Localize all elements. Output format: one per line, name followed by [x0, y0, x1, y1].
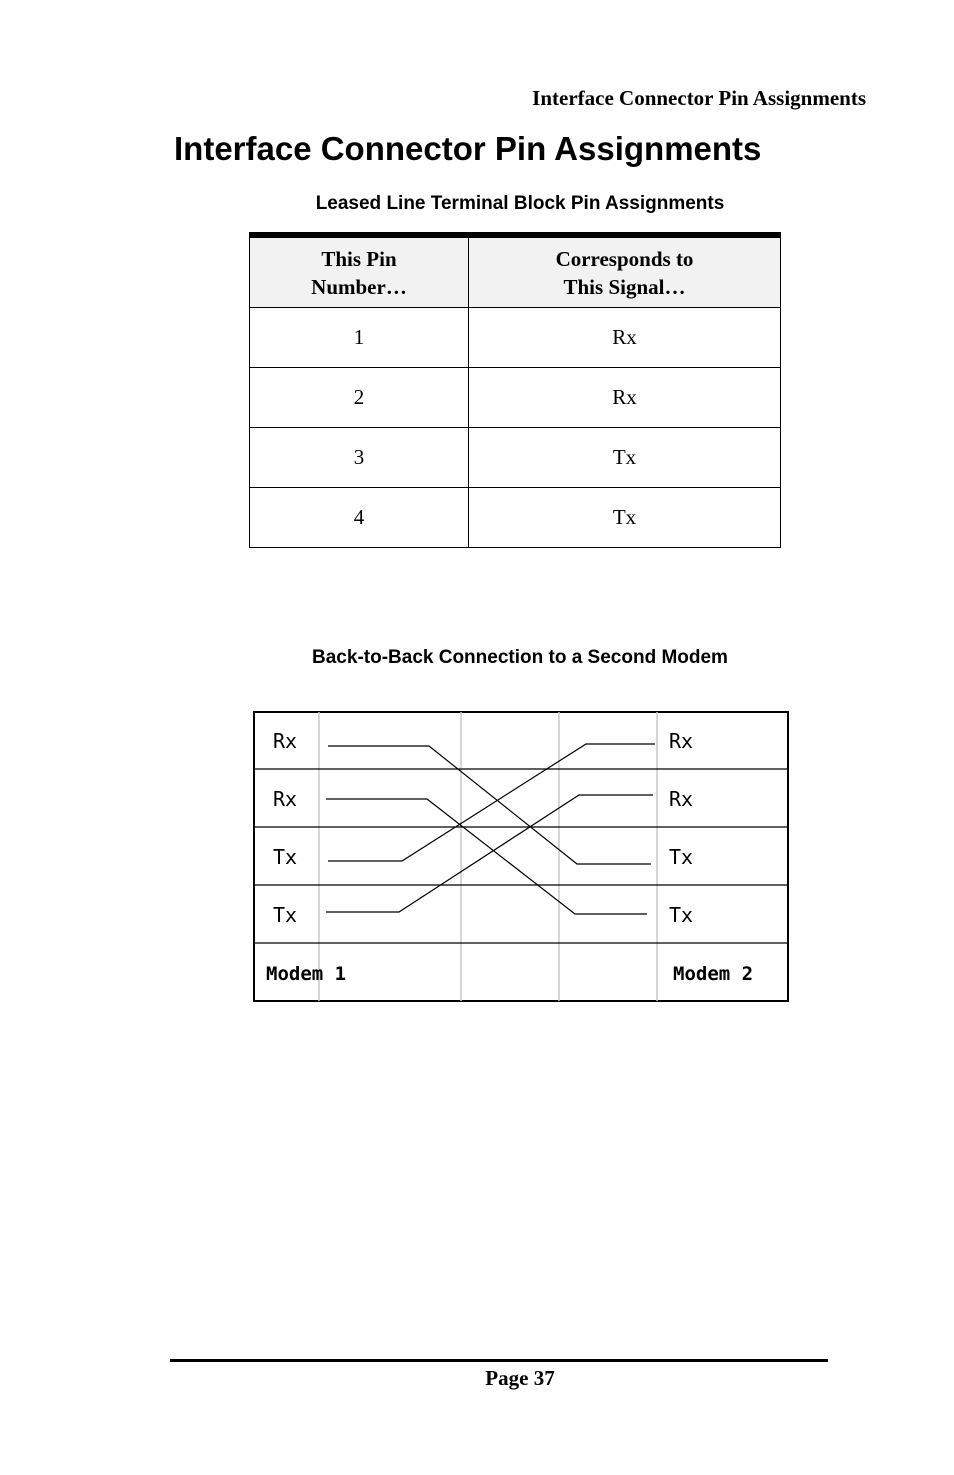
table-header-row	[250, 235, 781, 308]
column-header-pin-line1: This Pin	[321, 246, 397, 271]
table-row	[250, 428, 781, 488]
wiring-diagram	[253, 711, 789, 1003]
footer-rule	[170, 1359, 828, 1362]
pin-cell: 4	[250, 488, 469, 548]
back-to-back-diagram	[253, 711, 789, 1008]
column-header-signal-line1: Corresponds to	[555, 246, 694, 271]
signal-cell: Tx	[469, 428, 781, 488]
column-header-signal	[469, 235, 781, 308]
left-label: Tx	[273, 903, 298, 927]
page-title: Interface Connector Pin Assignments	[174, 130, 762, 167]
pin-cell: 3	[250, 428, 469, 488]
table-row	[250, 308, 781, 368]
modem2-label: Modem 2	[673, 963, 754, 985]
right-label: Rx	[669, 787, 694, 811]
pin-cell: 1	[250, 308, 469, 368]
column-header-signal-line2: This Signal…	[563, 274, 686, 299]
diagram-border	[254, 712, 788, 1001]
running-header: Interface Connector Pin Assignments	[532, 86, 866, 110]
column-header-pin-line2: Number…	[311, 274, 407, 299]
diagram-caption: Back-to-Back Connection to a Second Modem	[312, 647, 728, 668]
table-row	[250, 488, 781, 548]
modem1-label: Modem 1	[266, 963, 347, 985]
right-label: Tx	[669, 845, 694, 869]
signal-cell: Tx	[469, 488, 781, 548]
table-caption: Leased Line Terminal Block Pin Assignments	[315, 193, 725, 214]
right-label: Tx	[669, 903, 694, 927]
column-header-pin	[250, 235, 469, 308]
signal-cell: Rx	[469, 368, 781, 428]
pin-assignment-table	[249, 232, 781, 548]
right-label: Rx	[669, 729, 694, 753]
left-label: Tx	[273, 845, 298, 869]
left-label: Rx	[273, 787, 298, 811]
left-label: Rx	[273, 729, 298, 753]
signal-cell: Rx	[469, 308, 781, 368]
pin-cell: 2	[250, 368, 469, 428]
page-number: Page 37	[485, 1366, 555, 1390]
table-row	[250, 368, 781, 428]
